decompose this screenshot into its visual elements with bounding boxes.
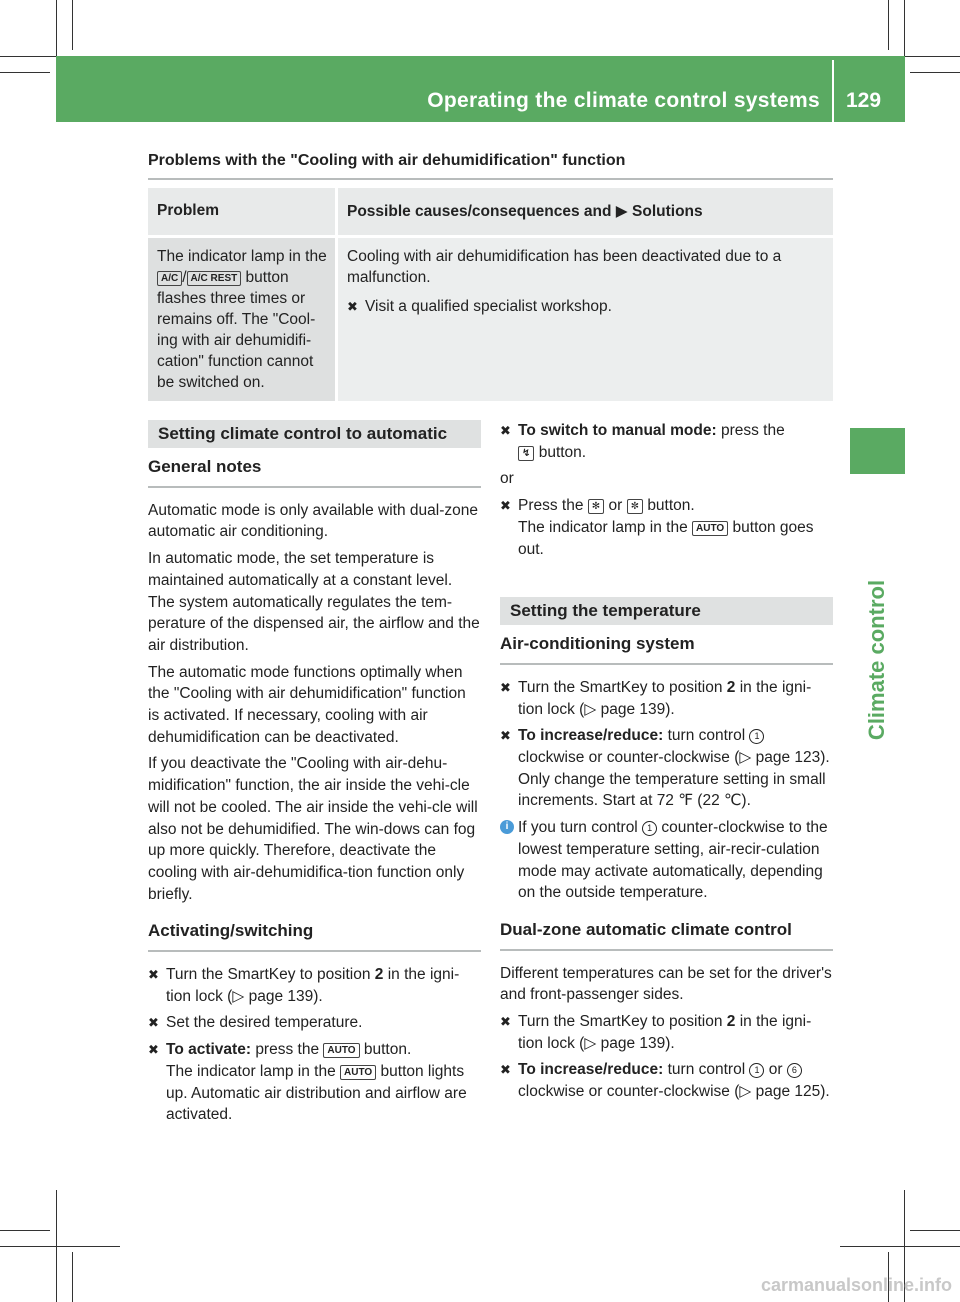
info-text: If you turn control (518, 819, 638, 837)
step-text: or (768, 1061, 783, 1079)
page-reference: page 125). (755, 1083, 830, 1101)
step-text: button goes out. (518, 518, 814, 558)
page-number: 129 (846, 89, 882, 112)
step-text: button. (538, 443, 587, 461)
header-divider (832, 60, 834, 122)
right-column (500, 420, 833, 1108)
arrow-icon: ✖ (347, 299, 358, 314)
info-icon: i (500, 820, 514, 834)
step-text: button. (363, 1041, 412, 1059)
crop-mark (910, 1230, 960, 1231)
step-text: press the (255, 1041, 320, 1059)
heading-general-notes: General notes (148, 456, 481, 488)
paragraph: The automatic mode functions optimally when the "Cooling with air dehumidification" function is activated. If necessary, cooling with air dehumidification can be deactivated. (148, 663, 466, 746)
problem-text: The indicator lamp in the (157, 248, 327, 265)
paragraph: In automatic mode, the set temperature is maintained automatically at a constant level. The system automatically regulates the tem-perature of the dispensed air, the airflow and the air distribution. (148, 550, 480, 654)
info-text: counter-clockwise to the lowest temperature setting, air-recir-culation mode may activate automatically, depending on the outside temperature. (518, 819, 828, 902)
problem-cell: The indicator lamp in the A/C / A/C REST button flashes three times or remains off. The "Cool-ing with air dehumidifi-cation" function cannot be switched on. (148, 235, 338, 401)
arrow-icon: ▶ (615, 202, 628, 220)
step-label: To increase/reduce: (518, 727, 664, 745)
step-text: button lights up. Automatic air distribution and airflow are activated. (166, 1062, 467, 1124)
step-text: Only change the temperature setting in small increments. Start at 72 ℉ (22 ℃). (518, 770, 826, 810)
arrow-icon: ✖ (148, 1042, 159, 1058)
step (500, 495, 833, 560)
step-text: The indicator lamp in the (518, 518, 688, 536)
page-header-title: Operating the climate control systems (427, 89, 820, 112)
step-text: press the (720, 422, 785, 439)
column-header-label: Possible causes/consequences and (347, 202, 612, 220)
step-text: turn control (667, 727, 746, 745)
step (148, 964, 481, 1007)
arrow-icon: ✖ (148, 1015, 159, 1031)
problems-table (148, 188, 833, 401)
paragraph: Automatic mode is only available with dual-zone automatic air conditioning. (148, 501, 478, 541)
solution-step (347, 296, 825, 317)
step-label: To switch to manual mode: (518, 422, 717, 439)
problem-text: button flashes three times or remains off. The "Cool-ing with air dehumidifi-cation" function cannot be switched on. (157, 269, 316, 391)
crop-mark (888, 0, 889, 50)
ac-rest-button-icon: A/C REST (187, 271, 242, 286)
step-text: Turn the SmartKey to position (166, 966, 371, 984)
arrow-icon: ✖ (500, 728, 511, 744)
position-number: 2 (726, 1013, 736, 1031)
step-text: Turn the SmartKey to position (518, 1013, 723, 1031)
section-band: Setting the temperature (500, 597, 833, 625)
section-band: Setting climate control to automatic (148, 420, 481, 448)
air-distribution-icon: ↯ (518, 446, 534, 461)
step-text: Set the desired temperature. (166, 1014, 363, 1032)
position-number: 2 (374, 966, 384, 984)
step (148, 1012, 481, 1034)
step-text: clockwise or counter-clockwise ( (518, 749, 740, 767)
page-ref-icon: ▷ (584, 1034, 597, 1052)
step-text: in the igni-tion lock ( (518, 1013, 812, 1052)
heading-activating: Activating/switching (148, 920, 481, 952)
page-ref-icon: ▷ (584, 700, 597, 718)
heading-air-conditioning: Air-conditioning system (500, 633, 833, 665)
step (500, 677, 833, 720)
step (500, 420, 833, 463)
page-reference: page 139). (600, 700, 675, 718)
fan-decrease-icon: ✻ (588, 499, 604, 514)
arrow-icon: ✖ (500, 498, 511, 514)
section-rule (148, 178, 833, 180)
step-label: To increase/reduce: (518, 1061, 664, 1079)
auto-button-icon: AUTO (323, 1043, 359, 1058)
info-note (500, 817, 833, 904)
step (500, 1059, 833, 1102)
solution-text: Visit a qualified specialist workshop. (365, 298, 612, 315)
arrow-icon: ✖ (500, 1014, 511, 1030)
solution-cell (338, 235, 833, 401)
page-ref-icon: ▷ (739, 749, 752, 767)
heading-dual-zone: Dual-zone automatic climate control (500, 919, 833, 951)
or-text: or (500, 470, 514, 488)
problems-section-title: Problems with the "Cooling with air dehumidification" function (148, 152, 626, 169)
side-tab-marker (850, 428, 905, 474)
step-text: turn control (667, 1061, 746, 1079)
step (500, 1011, 833, 1054)
step (500, 725, 833, 812)
step-text: Turn the SmartKey to position (518, 678, 723, 696)
column-header-problem (148, 188, 338, 235)
step-text: clockwise or counter-clockwise ( (518, 1083, 740, 1101)
crop-mark (72, 1252, 73, 1302)
page-ref-icon: ▷ (739, 1083, 752, 1101)
step-text: in the igni-tion lock ( (166, 966, 460, 1005)
crop-mark (910, 72, 960, 73)
crop-mark (0, 72, 50, 73)
cause-text: Cooling with air dehumidification has been deactivated due to a malfunction. (347, 248, 782, 286)
ac-button-icon: A/C (157, 271, 182, 286)
control-6-icon: 6 (787, 1063, 802, 1078)
side-section-label: Climate control (864, 579, 889, 741)
step-text: or (608, 497, 623, 515)
page-reference: page 139). (248, 987, 323, 1005)
page-reference: page 139). (600, 1034, 675, 1052)
step-text: in the igni-tion lock ( (518, 678, 812, 718)
crop-mark (840, 1246, 960, 1247)
arrow-icon: ✖ (500, 423, 511, 438)
crop-mark (0, 1246, 120, 1247)
crop-mark (56, 1190, 57, 1302)
left-column (148, 420, 481, 1131)
step-text: Press the (518, 497, 584, 515)
position-number: 2 (726, 678, 736, 696)
page-reference: page 123). (755, 749, 830, 767)
crop-mark (72, 0, 73, 50)
page-ref-icon: ▷ (232, 987, 245, 1005)
column-header-solutions (338, 188, 833, 235)
step-text: button. (647, 497, 695, 515)
step-text: The indicator lamp in the (166, 1062, 336, 1080)
crop-mark (0, 1230, 50, 1231)
column-header-label: Problem (157, 202, 220, 219)
arrow-icon: ✖ (148, 967, 159, 983)
step (148, 1039, 481, 1126)
paragraph: Different temperatures can be set for the driver's and front-passenger sides. (500, 964, 832, 1004)
control-1-icon: 1 (642, 821, 657, 836)
fan-increase-icon: ✼ (627, 499, 643, 514)
step-label: To activate: (166, 1041, 251, 1059)
arrow-icon: ✖ (500, 679, 511, 695)
control-1-icon: 1 (749, 729, 764, 744)
auto-button-icon: AUTO (692, 521, 728, 536)
watermark: carmanualsonline.info (760, 1275, 952, 1295)
control-1-icon: 1 (749, 1063, 764, 1078)
arrow-icon: ✖ (500, 1062, 511, 1078)
paragraph: If you deactivate the "Cooling with air-dehu-midification" function, the air inside the vehi-cle will not be cooled. The air inside the vehi-cle will also not be dehumidified. The win-dows can fog up more quickly. Therefore, deactivate the cooling with air-dehumidifica-tion function only briefly. (148, 755, 478, 903)
column-header-label: Solutions (632, 202, 703, 220)
auto-button-icon: AUTO (340, 1065, 376, 1080)
